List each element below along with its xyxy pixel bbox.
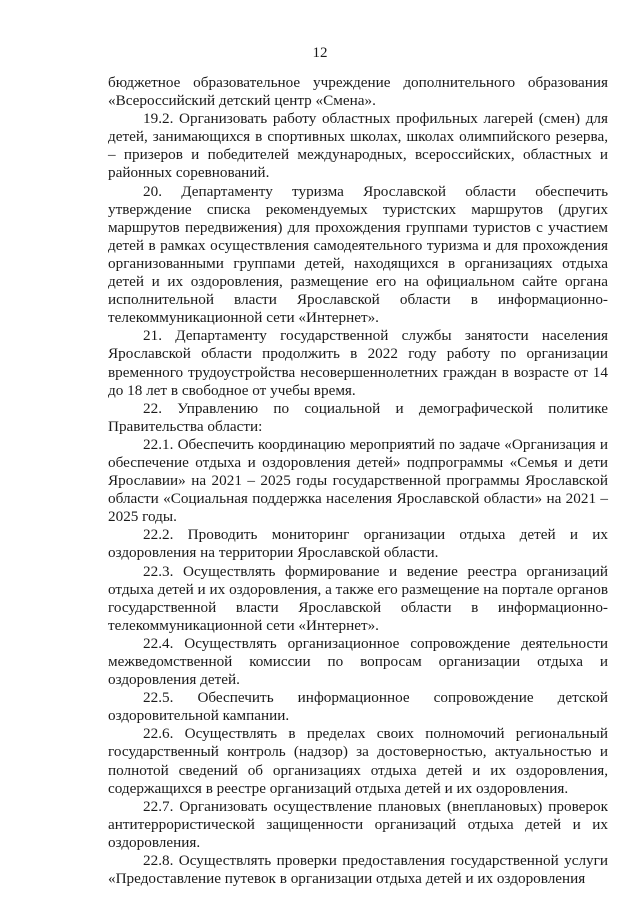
paragraph-22-8: 22.8. Осуществлять проверки предоставления государственной услуги «Предоставление путевок в организации отдыха детей и их оздоровления	[108, 852, 608, 888]
paragraph-22-6: 22.6. Осуществлять в пределах своих полномочий региональный государственный контроль (надзор) за достоверностью, актуальностью и полнотой сведений об организациях отдыха детей и их оздоровления, содержащихся в реестре организаций отдыха детей и их оздоровления.	[108, 725, 608, 797]
paragraph-22-1: 22.1. Обеспечить координацию мероприятий по задаче «Организация и обеспечение отдыха и оздоровления детей» подпрограммы «Семья и дети Ярославии» на 2021 – 2025 годы государственной программы Ярославской области «Социальная поддержка населения Ярославской области» на 2021 – 2025 годы.	[108, 435, 608, 526]
paragraph-20: 20. Департаменту туризма Ярославской области обеспечить утверждение списка рекомендуемых туристских маршрутов (других маршрутов передвижения) для прохождения группами туристов с участием детей в рамках осуществления самодеятельного туризма и для прохождения организованными группами детей, находящихся в организациях отдыха детей и их оздоровления, размещение его на официальном сайте органа исполнительной власти Ярославской области в информационно-телекоммуникационной сети «Интернет».	[108, 182, 608, 327]
paragraph-22-5: 22.5. Обеспечить информационное сопровождение детской оздоровительной кампании.	[108, 689, 608, 725]
paragraph-22-4: 22.4. Осуществлять организационное сопровождение деятельности межведомственной комиссии по вопросам организации отдыха и оздоровления детей.	[108, 634, 608, 689]
paragraph-continued: бюджетное образовательное учреждение дополнительного образования «Всероссийский детский центр «Смена».	[108, 74, 608, 110]
paragraph-22-7: 22.7. Организовать осуществление плановых (внеплановых) проверок антитеррористической защищенности организаций отдыха детей и их оздоровления.	[108, 797, 608, 851]
paragraph-19-2: 19.2. Организовать работу областных профильных лагерей (смен) для детей, занимающихся в спортивных школах, школах олимпийского резерва, – призеров и победителей международных, всероссийских, областных и районных соревнований.	[108, 110, 608, 182]
document-body	[108, 74, 608, 888]
paragraph-22-3: 22.3. Осуществлять формирование и ведение реестра организаций отдыха детей и их оздоровления, а также его размещение на портале органов государственной власти Ярославской области в информационно-телекоммуникационной сети «Интернет».	[108, 562, 608, 634]
paragraph-22: 22. Управлению по социальной и демографической политике Правительства области:	[108, 399, 608, 435]
page-number: 12	[312, 45, 328, 61]
paragraph-22-2: 22.2. Проводить мониторинг организации отдыха детей и их оздоровления на территории Ярославской области.	[108, 526, 608, 562]
paragraph-21: 21. Департаменту государственной службы занятости населения Ярославской области продолжить в 2022 году работу по организации временного трудоустройства несовершеннолетних граждан в возрасте от 14 до 18 лет в свободное от учебы время.	[108, 327, 608, 399]
